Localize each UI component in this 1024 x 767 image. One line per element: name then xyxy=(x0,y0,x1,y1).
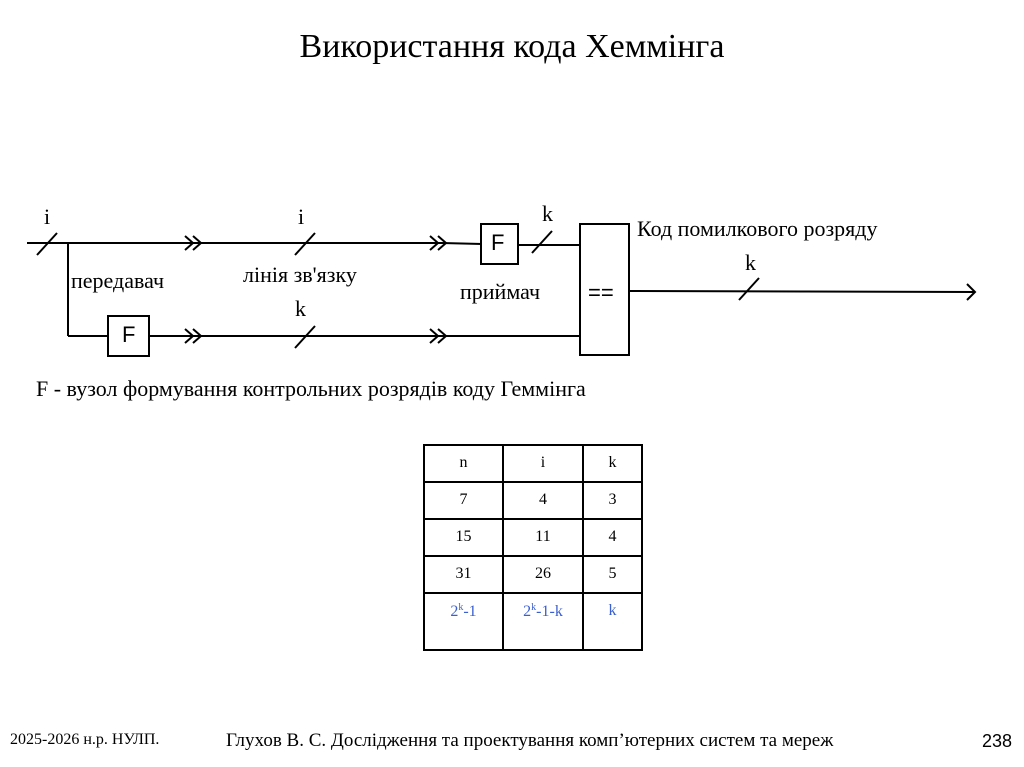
header-i: i xyxy=(503,445,583,482)
f-label-receiver: F xyxy=(491,230,505,255)
cell-i: 11 xyxy=(503,519,583,556)
header-k: k xyxy=(583,445,642,482)
label-i-line: i xyxy=(298,204,305,229)
label-line: лінія зв'язку xyxy=(243,262,357,287)
label-error-code: Код помилкового розряду xyxy=(637,216,878,241)
cell-k: 3 xyxy=(583,482,642,519)
comparator-label: == xyxy=(588,280,614,305)
header-n: n xyxy=(424,445,503,482)
hamming-parameters-table xyxy=(423,444,643,651)
cell-k: 4 xyxy=(583,519,642,556)
cell-i: 26 xyxy=(503,556,583,593)
label-transmitter: передавач xyxy=(71,268,165,293)
label-k-receiver: k xyxy=(542,201,553,226)
cell-i: 4 xyxy=(503,482,583,519)
f-label-transmitter: F xyxy=(122,322,136,347)
formula-k: k xyxy=(583,593,642,650)
label-k-line: k xyxy=(295,296,306,321)
page-number: 238 xyxy=(982,731,1013,751)
cell-n: 7 xyxy=(424,482,503,519)
table-formula-row xyxy=(424,593,642,650)
diagram-caption: F - вузол формування контрольних розрядів коду Геммінга xyxy=(36,376,586,401)
cell-n: 15 xyxy=(424,519,503,556)
table-row xyxy=(424,556,642,593)
footer-course-title: Глухов В. С. Дослідження та проектування комп’ютерних систем та мереж xyxy=(226,730,834,751)
label-i-input: i xyxy=(44,204,51,229)
formula-i: 2$^k$-1-k xyxy=(503,593,583,650)
table-row xyxy=(424,519,642,556)
cell-n: 31 xyxy=(424,556,503,593)
table-row xyxy=(424,482,642,519)
formula-n: 2$^k$-1 xyxy=(424,593,503,650)
cell-k: 5 xyxy=(583,556,642,593)
table-header-row xyxy=(424,445,642,482)
slide-title: Використання кода Хеммінга xyxy=(299,28,725,65)
label-receiver: приймач xyxy=(460,279,541,304)
label-k-output: k xyxy=(745,250,756,275)
footer-academic-year: 2025-2026 н.р. НУЛП. xyxy=(10,731,160,748)
